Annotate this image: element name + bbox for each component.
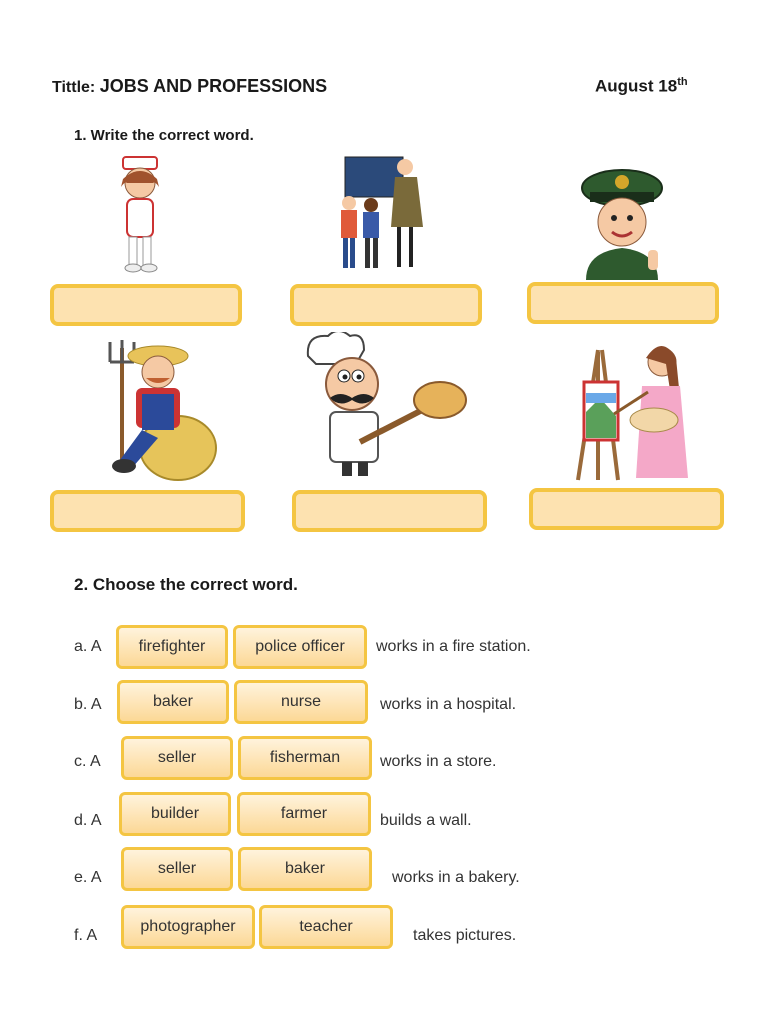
question-b-option-2[interactable]: nurse <box>234 680 368 724</box>
title-main: JOBS AND PROFESSIONS <box>99 76 328 96</box>
answer-box-5[interactable] <box>292 490 487 532</box>
question-c-label: c. A <box>74 753 101 770</box>
question-e-option-2[interactable]: baker <box>238 847 372 891</box>
question-d-label: d. A <box>74 812 102 829</box>
question-b-option-1[interactable]: baker <box>117 680 229 724</box>
farmer-icon <box>98 338 218 486</box>
question-c-tail: works in a store. <box>380 753 497 770</box>
chef-icon <box>300 332 470 482</box>
painter-icon <box>570 342 690 482</box>
question-a-option-2[interactable]: police officer <box>233 625 367 669</box>
question-a-label: a. A <box>74 638 102 655</box>
teacher-icon <box>335 155 425 275</box>
question-e-label: e. A <box>74 869 102 886</box>
answer-box-4[interactable] <box>50 490 245 532</box>
question-f-tail: takes pictures. <box>413 927 517 944</box>
question-c-option-2[interactable]: fisherman <box>238 736 372 780</box>
question-b-label: b. A <box>74 696 102 713</box>
question-a-option-1[interactable]: firefighter <box>116 625 228 669</box>
question-a-tail: works in a fire station. <box>376 638 531 655</box>
date-suffix: th <box>677 76 688 88</box>
question-f-option-2[interactable]: teacher <box>259 905 393 949</box>
title-prefix: Tittle: <box>52 79 96 96</box>
question-e-tail: works in a bakery. <box>392 869 520 886</box>
worksheet-title <box>52 76 327 97</box>
question-e-option-1[interactable]: seller <box>121 847 233 891</box>
nurse-icon <box>105 155 175 275</box>
question-f-option-1[interactable]: photographer <box>121 905 255 949</box>
police-officer-icon <box>580 160 665 280</box>
question-d-option-1[interactable]: builder <box>119 792 231 836</box>
question-f-label: f. A <box>74 927 98 944</box>
question-b-tail: works in a hospital. <box>380 696 517 713</box>
question-d-option-2[interactable]: farmer <box>237 792 371 836</box>
question-c-option-1[interactable]: seller <box>121 736 233 780</box>
section-1-title: 1. Write the correct word. <box>74 127 254 144</box>
section-2-title: 2. Choose the correct word. <box>74 575 298 594</box>
worksheet-date <box>595 76 688 97</box>
answer-box-1[interactable] <box>50 284 242 326</box>
answer-box-3[interactable] <box>527 282 719 324</box>
answer-box-6[interactable] <box>529 488 724 530</box>
answer-box-2[interactable] <box>290 284 482 326</box>
date-main: August 18 <box>595 76 678 96</box>
question-d-tail: builds a wall. <box>380 812 472 829</box>
